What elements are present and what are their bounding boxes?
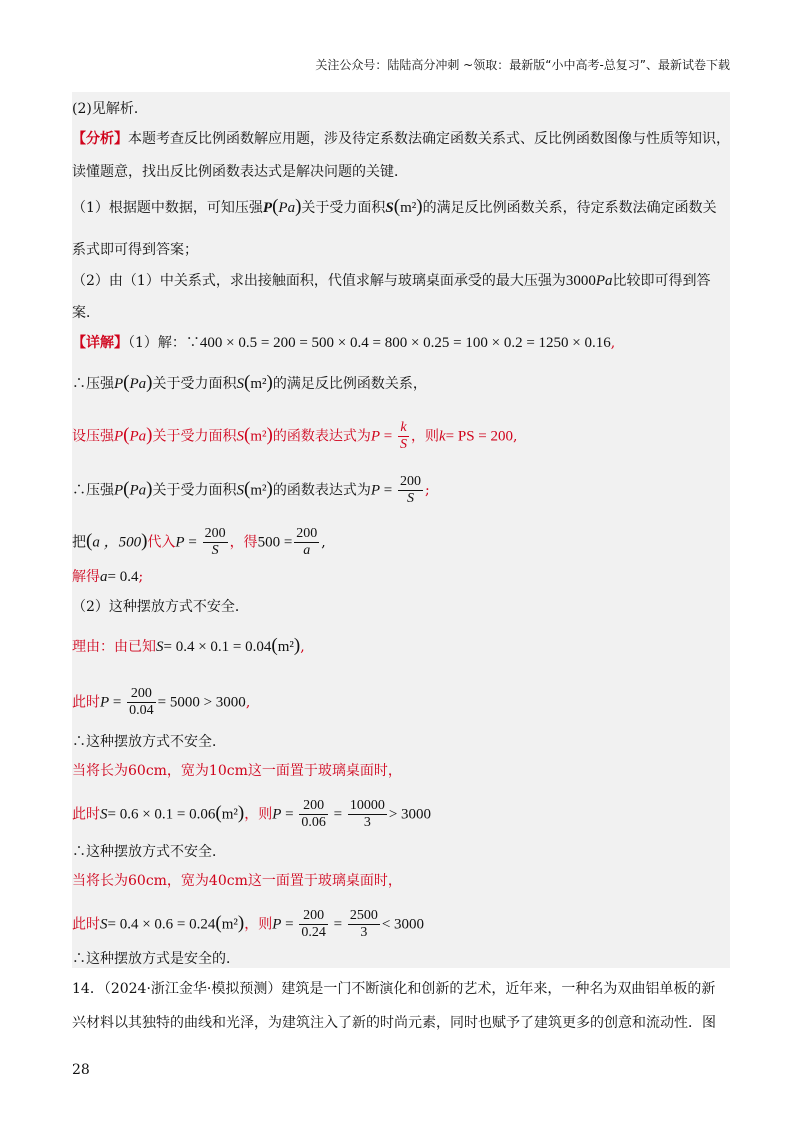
detail-line-3: 设压强P(Pa)关于受力面积S(m²)的函数表达式为P = $\frac{k}{S}$ ，则k= PS = 200, [72, 420, 518, 452]
detail-line-1: 【详解】（1）解：∵400 × 0.5 = 200 = 500 × 0.4 = 800 × 0.25 = 100 × 0.2 = 1250 × 0.16, [72, 335, 616, 351]
fraction-200-over-006: $\frac{200}{0.06}$ [301, 798, 326, 830]
detail-line-15: 此时S= 0.4 × 0.6 = 0.24(m²)，则P = $\frac{200}{0.24}$ = $\frac{2500}{3}$ < 3000 [72, 908, 425, 940]
fraction-k-over-s: $\frac{k}{S}$ [399, 420, 407, 452]
page-header: 关注公众号：陆陆高分冲刺 ~领取：最新版“小中高考-总复习”、最新试卷下载 [315, 58, 730, 72]
fraction-10000-over-3: $\frac{10000}{3}$ [349, 798, 385, 830]
fraction-2500-over-3: $\frac{2500}{3}$ [349, 908, 378, 940]
detail-tag: 【详解】 [72, 335, 128, 351]
detail-line-7: （2）这种摆放方式不安全． [72, 599, 249, 615]
detail-line-5: 把(a ，500)代入P = $\frac{200}{S}$ ，得500 = $\frac{200}{a}$ , [72, 526, 326, 558]
detail-line-4: ∴压强P(Pa)关于受力面积S(m²)的函数表达式为P = $\frac{200}{S}$ ; [72, 474, 430, 506]
detail-line-11: 当将长为60cm，宽为10cm这一面置于玻璃桌面时， [72, 763, 402, 779]
fraction-200-over-004: $\frac{200}{0.04}$ [129, 686, 154, 718]
fraction-200-over-024: $\frac{200}{0.24}$ [301, 908, 326, 940]
detail-line-16: ∴这种摆放方式是安全的． [72, 951, 240, 967]
fraction-200-over-s-2: $\frac{200}{S}$ [204, 526, 226, 558]
analysis-line-3: （1）根据题中数据，可知压强P(Pa)关于受力面积S(m²)的满足反比例函数关系，待定系数法确定函数关 [72, 196, 717, 217]
analysis-line-4: 系式即可得到答案； [72, 242, 198, 258]
detail-line-6: 解得a= 0.4; [72, 569, 144, 585]
detail-line-10: ∴这种摆放方式不安全． [72, 734, 226, 750]
analysis-line-2: 读懂题意，找出反比例函数表达式是解决问题的关键． [72, 164, 408, 180]
page-number: 28 [72, 1062, 90, 1078]
analysis-line-5: （2）由（1）中关系式，求出接触面积，代值求解与玻璃桌面承受的最大压强为3000Pa比较即可得到答 [72, 273, 711, 289]
detail-line-13: ∴这种摆放方式不安全． [72, 844, 226, 860]
analysis-line-6: 案． [72, 305, 100, 321]
fraction-200-over-s: $\frac{200}{S}$ [399, 474, 421, 506]
detail-line-9: 此时P = $\frac{200}{0.04}$ = 5000 > 3000, [72, 686, 251, 718]
analysis-tag: 【分析】 [72, 131, 128, 147]
detail-line-14: 当将长为60cm，宽为40cm这一面置于玻璃桌面时， [72, 873, 402, 889]
question-14-line-1: 14．（2024·浙江金华·模拟预测）建筑是一门不断演化和创新的艺术，近年来，一种名为双曲铝单板的新 [72, 981, 716, 997]
analysis-line-1: 【分析】本题考查反比例函数解应用题，涉及待定系数法确定函数关系式、反比例函数图像与性质等知识， [72, 131, 730, 147]
detail-line-12: 此时S= 0.6 × 0.1 = 0.06(m²)，则P = $\frac{200}{0.06}$ = $\frac{10000}{3}$ > 3000 [72, 798, 432, 830]
question-14-line-2: 兴材料以其独特的曲线和光泽，为建筑注入了新的时尚元素，同时也赋予了建筑更多的创意和流动性．图 [72, 1015, 716, 1031]
detail-line-2: ∴压强P(Pa)关于受力面积S(m²)的满足反比例函数关系， [72, 372, 427, 393]
fraction-200-over-a: $\frac{200}{a}$ [296, 526, 318, 558]
detail-line-8: 理由：由已知S= 0.4 × 0.1 = 0.04(m²), [72, 635, 305, 656]
answer-line: (2)见解析． [72, 101, 148, 117]
